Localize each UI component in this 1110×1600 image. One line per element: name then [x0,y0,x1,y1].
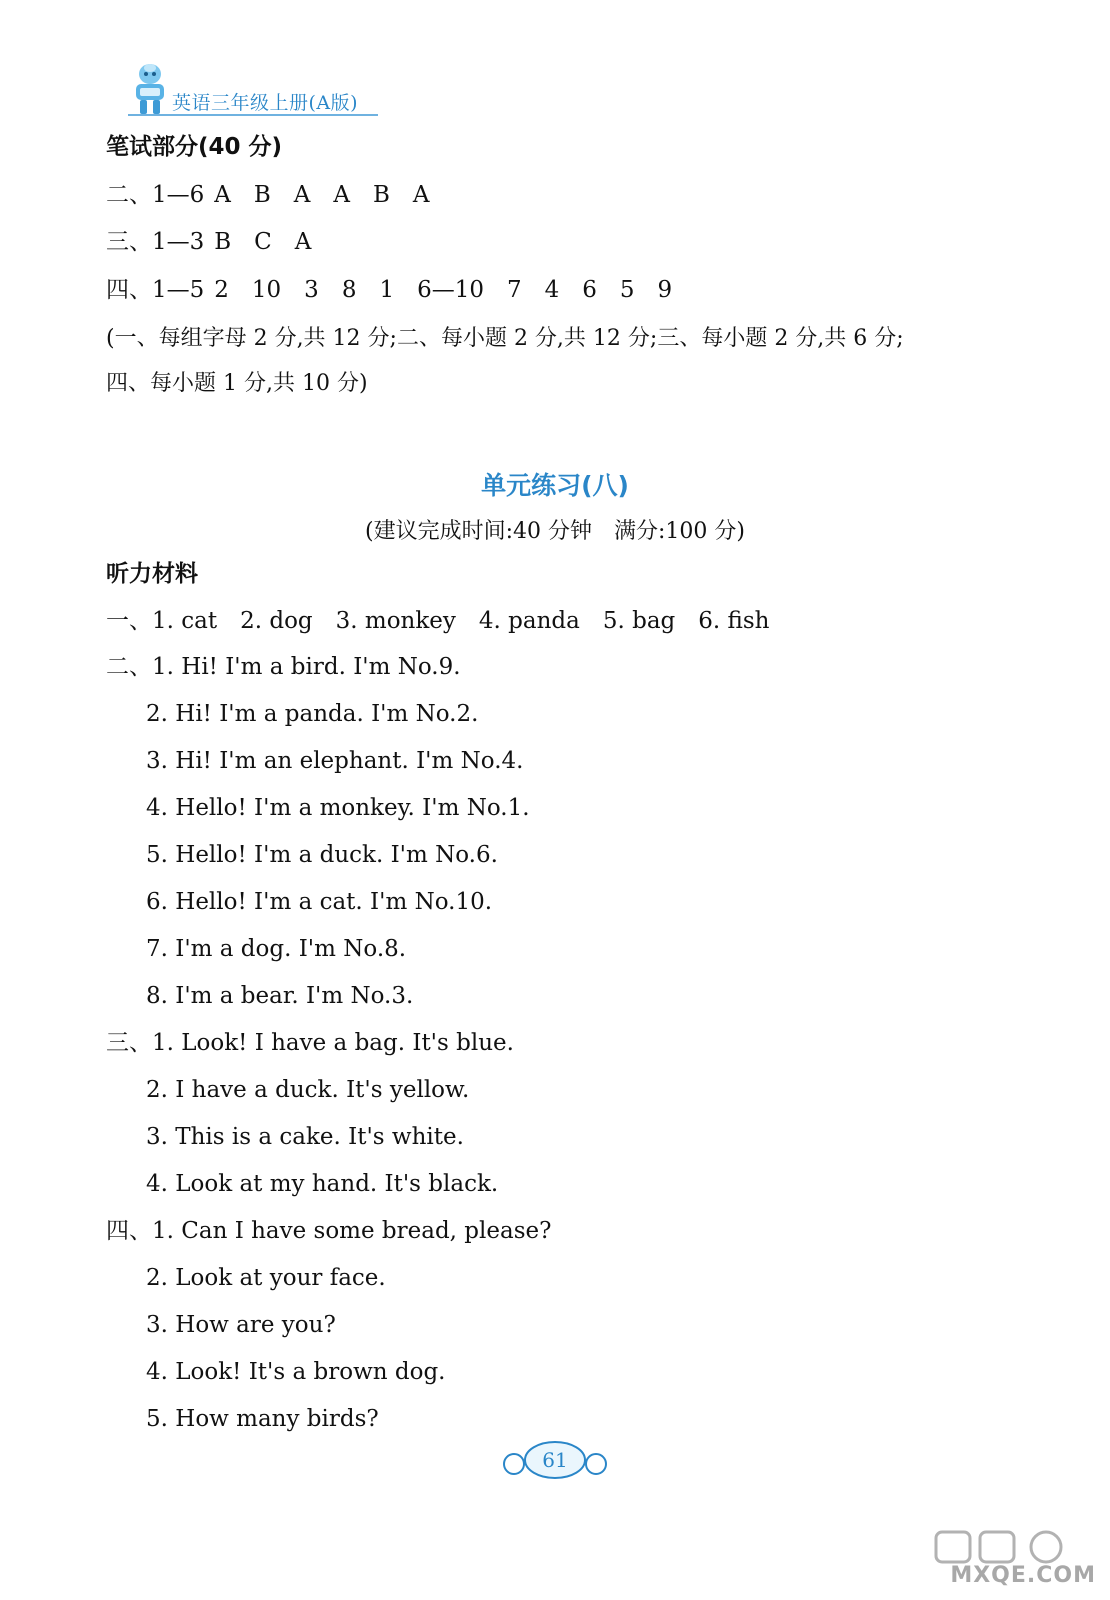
mascot-icon [128,62,172,118]
header-underline [128,114,378,116]
section-three-first [106,1028,514,1058]
answer-row [106,227,311,257]
list-item: 2. Look at your face. [146,1265,386,1291]
list-item: 4. Look at my hand. It's black. [146,1171,499,1197]
watermark [896,1528,1096,1588]
list-item: 1. Can I have some bread, please? [152,1218,552,1244]
book-title: 英语三年级上册(A版) [172,92,359,114]
list-item: 5. Hello! I'm a duck. I'm No.6. [146,842,498,868]
section-label: 四、 [106,1218,152,1244]
list-item: 2. Hi! I'm a panda. I'm No.2. [146,701,479,727]
scoring-note-line-2: 四、每小题 1 分,共 10 分) [106,371,368,396]
list-item: 3. This is a cake. It's white. [146,1124,464,1150]
section-label: 一、 [106,608,152,634]
list-item: 3. How are you? [146,1312,336,1338]
watermark-logo-icon [896,1528,1096,1568]
answer-values: B C A [214,229,312,255]
list-item: 1. Hi! I'm a bird. I'm No.9. [152,654,461,680]
answer-row [106,275,672,305]
answer-values: 2 10 3 8 1 6—10 7 4 6 5 9 [214,277,673,303]
section-two-first [106,652,461,682]
watermark-text: MXQE.COM [950,1563,1096,1588]
answer-label: 四、1—5 [106,277,205,303]
answer-label: 三、1—3 [106,229,205,255]
section-label: 二、 [106,654,152,680]
section-four-first [106,1216,551,1246]
page-number-badge [500,1438,610,1482]
list-item: 5. How many birds? [146,1406,379,1432]
list-item: 3. Hi! I'm an elephant. I'm No.4. [146,748,524,774]
unit-title: 单元练习(八) [481,471,629,500]
section-items: 1. cat 2. dog 3. monkey 4. panda 5. bag 6. fish [152,608,770,634]
list-item: 6. Hello! I'm a cat. I'm No.10. [146,889,493,915]
answer-label: 二、1—6 [106,182,205,208]
section-label: 三、 [106,1030,152,1056]
list-item: 2. I have a duck. It's yellow. [146,1077,470,1103]
list-item: 1. Look! I have a bag. It's blue. [152,1030,514,1056]
list-item: 7. I'm a dog. I'm No.8. [146,936,407,962]
unit-subtitle: (建议完成时间:40 分钟 满分:100 分) [365,519,745,544]
page-number: 61 [542,1448,568,1472]
list-item: 4. Hello! I'm a monkey. I'm No.1. [146,795,530,821]
listening-heading: 听力材料 [106,561,198,587]
answer-row [106,180,430,210]
answer-values: A B A A B A [214,182,430,208]
section-one [106,606,769,636]
written-heading: 笔试部分(40 分) [106,134,283,160]
list-item: 4. Look! It's a brown dog. [146,1359,446,1385]
list-item: 8. I'm a bear. I'm No.3. [146,983,414,1009]
scoring-note-line-1: (一、每组字母 2 分,共 12 分;二、每小题 2 分,共 12 分;三、每小题 2 分,共 6 分; [106,326,904,351]
